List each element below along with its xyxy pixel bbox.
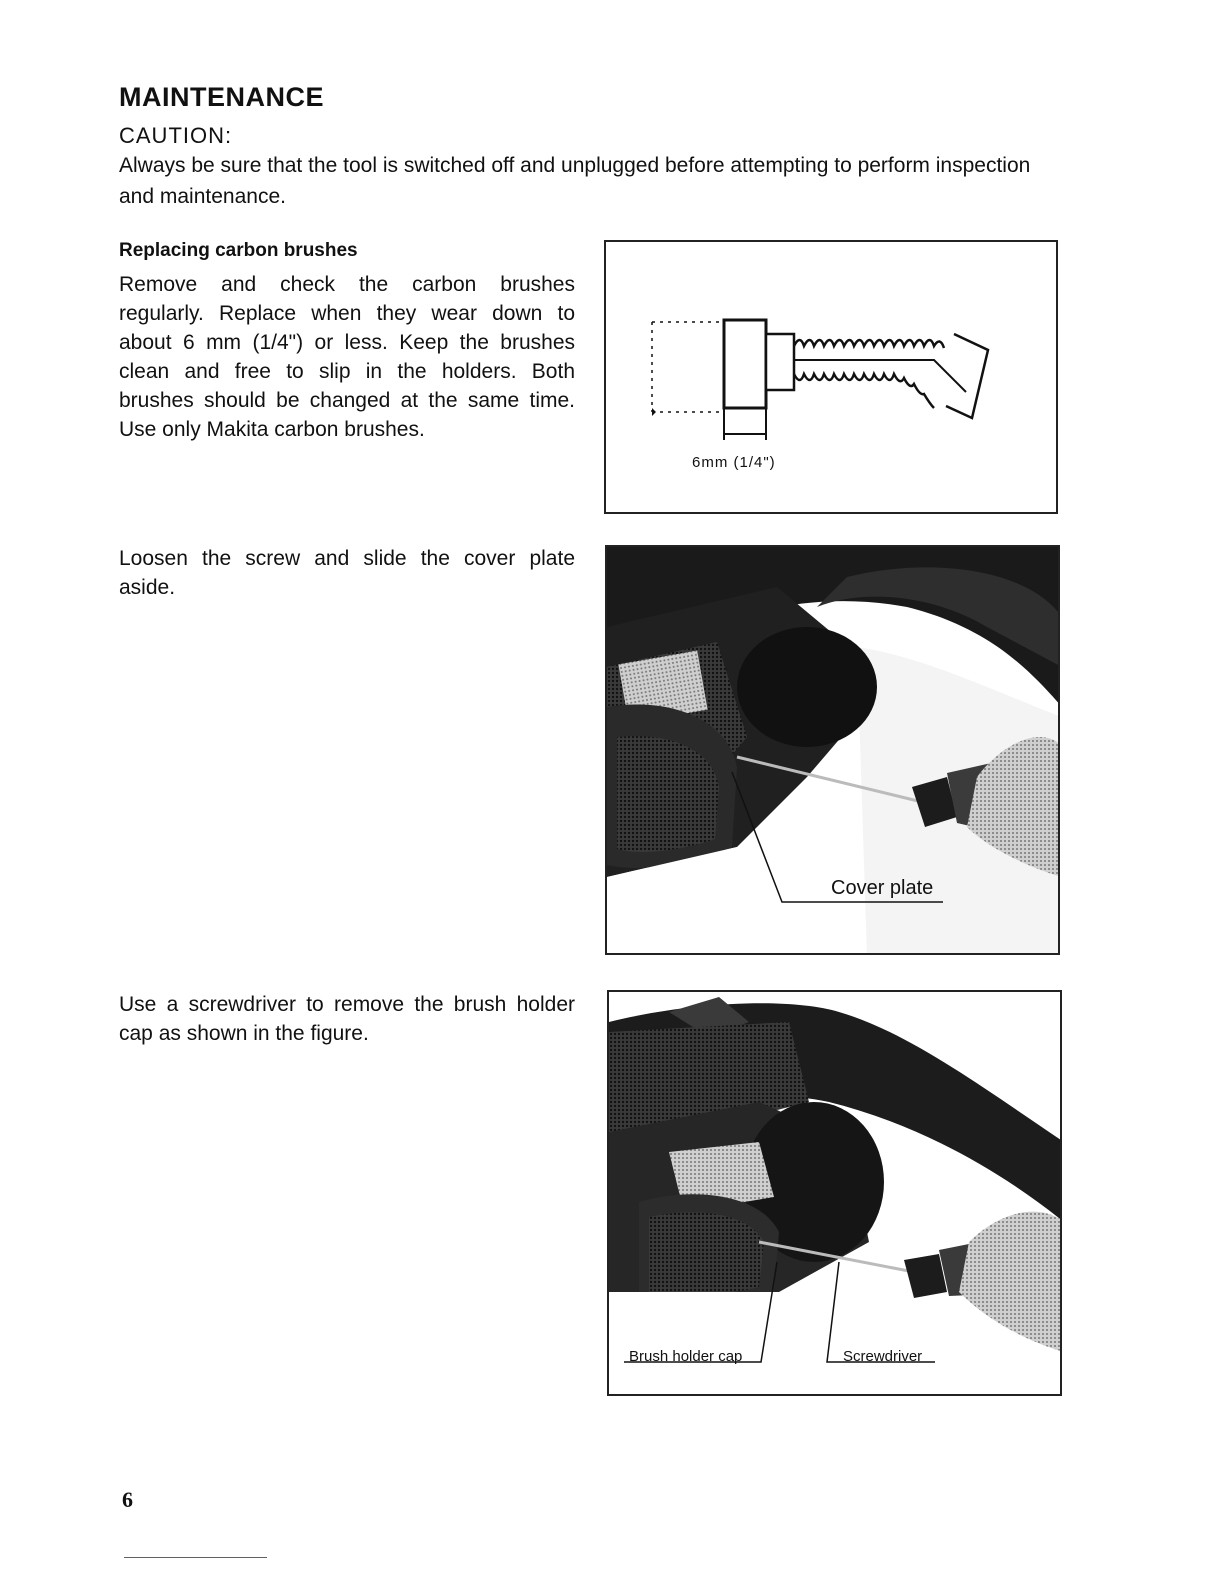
brush-replacement-paragraph: Remove and check the carbon brushes regularly. Replace when they wear down to about 6 mm (1/4") or less. Keep the brushes clean and free to slip in the holders. Both brushes should be changed at the same time. Use only Makita carbon brushes. <box>119 273 575 441</box>
cover-plate-paragraph: Loosen the screw and slide the cover plate aside. <box>119 547 575 599</box>
caution-text: Always be sure that the tool is switched off and unplugged before attempting to perform inspection and maintenance. <box>119 154 1031 208</box>
carbon-brush-diagram <box>604 240 1058 514</box>
brush-holder-cap-illustration <box>609 992 1062 1396</box>
footer-divider <box>124 1557 267 1558</box>
caution-label: CAUTION: <box>119 123 233 148</box>
cover-plate-label: Cover plate <box>831 877 934 899</box>
section-heading: Replacing carbon brushes <box>119 240 358 261</box>
brush-cap-paragraph: Use a screwdriver to remove the brush holder cap as shown in the figure. <box>119 993 575 1045</box>
brush-holder-cap-photo <box>607 990 1062 1396</box>
brush-holder-cap-label: Brush holder cap <box>629 1348 743 1365</box>
cover-plate-photo <box>605 545 1060 955</box>
page-number: 6 <box>122 1487 133 1512</box>
dimension-label: 6mm (1/4") <box>692 454 776 471</box>
page-title: MAINTENANCE <box>119 82 324 112</box>
carbon-brush-drawing <box>606 242 1058 514</box>
screwdriver-label: Screwdriver <box>843 1348 923 1365</box>
